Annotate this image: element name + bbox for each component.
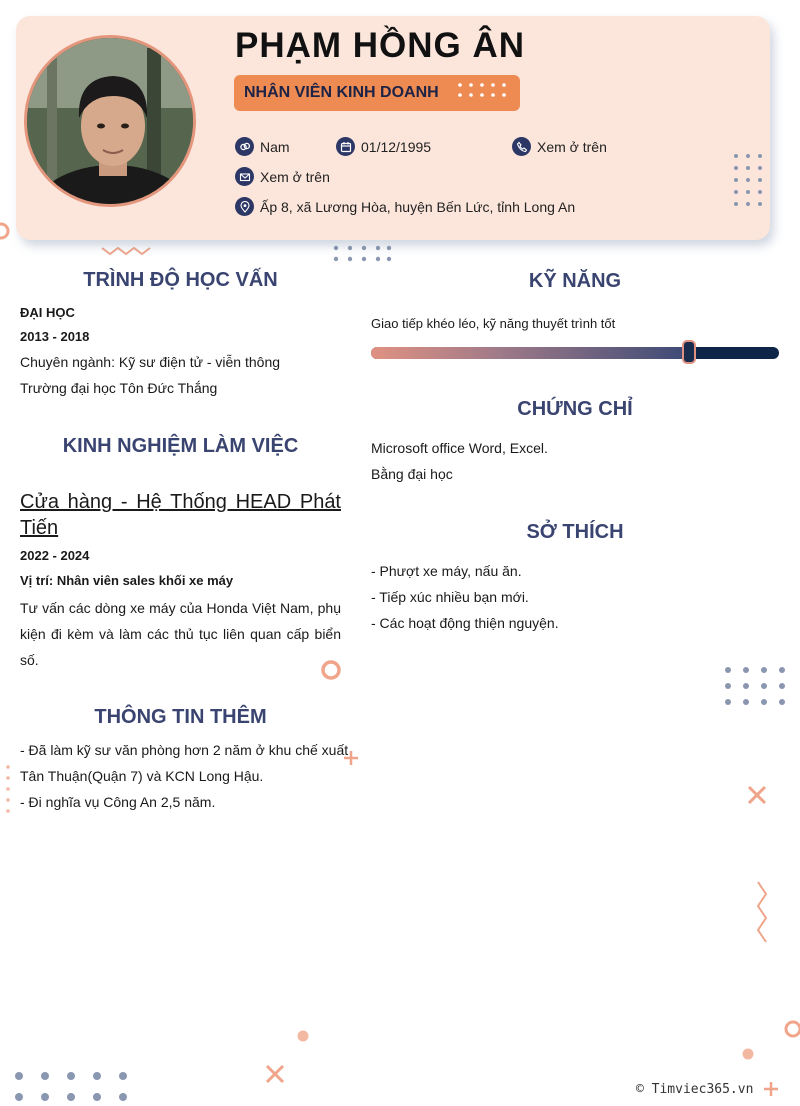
education-major: Chuyên ngành: Kỹ sư điện tử - viễn thông <box>20 354 281 370</box>
education-title: TRÌNH ĐỘ HỌC VẤN <box>83 269 278 291</box>
deco-dot-mid-bottom <box>296 1029 310 1043</box>
phone-info <box>512 137 607 156</box>
hobby-line-2: - Tiếp xúc nhiều bạn mới. <box>371 589 529 605</box>
deco-ring-right-edge <box>782 1018 800 1040</box>
experience-title: KINH NGHIỆM LÀM VIỆC <box>62 435 299 457</box>
certificate-line-1: Microsoft office Word, Excel. <box>371 440 548 456</box>
phone-icon <box>512 137 531 156</box>
profile-photo <box>24 35 196 207</box>
experience-position: Vị trí: Nhân viên sales khối xe máy <box>20 573 234 588</box>
skills-title: KỸ NĂNG <box>528 270 622 292</box>
deco-cross-bottom <box>264 1063 286 1085</box>
candidate-name: PHẠM HỒNG ÂN <box>235 26 526 65</box>
additional-title: THÔNG TIN THÊM <box>94 706 267 728</box>
skill-item: Giao tiếp khéo léo, kỹ năng thuyết trình tốt <box>371 316 616 331</box>
email-icon <box>235 167 254 186</box>
address-value: Ấp 8, xã Lương Hòa, huyện Bến Lức, tỉnh Long An <box>260 198 576 215</box>
address-info <box>235 197 575 216</box>
email-value: Xem ở trên <box>260 168 330 185</box>
skill-level-knob <box>682 340 696 364</box>
deco-dots-bottom-left <box>12 1068 132 1104</box>
deco-dots-right <box>720 662 792 710</box>
certificates-title: CHỨNG CHỈ <box>517 398 633 420</box>
gender-value: Nam <box>260 138 290 155</box>
email-info <box>235 167 330 186</box>
company-name: Cửa hàng - Hệ Thống HEAD Phát Tiến <box>20 491 341 539</box>
hobby-line-1: - Phượt xe máy, nấu ăn. <box>371 563 522 579</box>
deco-plus-bottom <box>762 1080 780 1098</box>
hobbies-title: SỞ THÍCH <box>526 521 624 543</box>
birthday-value: 01/12/1995 <box>361 138 432 155</box>
skill-level-bar <box>371 347 779 359</box>
gender-icon <box>235 137 254 156</box>
calendar-icon <box>336 137 355 156</box>
job-title: NHÂN VIÊN KINH DOANH <box>244 84 439 101</box>
skill-level-fill <box>371 347 689 359</box>
birthday-info <box>336 137 431 156</box>
footer-credit: © Timviec365.vn <box>636 1082 754 1097</box>
deco-dots-left-edge <box>4 762 12 818</box>
deco-zigzag-top <box>100 244 154 256</box>
education-years: 2013 - 2018 <box>20 329 90 344</box>
deco-cross-right <box>746 784 768 806</box>
deco-left-ring <box>0 220 12 242</box>
additional-line-2: Tân Thuận(Quận 7) và KCN Long Hậu. <box>20 768 264 784</box>
gender-info <box>235 137 290 156</box>
experience-description: Tư vấn các dòng xe máy của Honda Việt Nam, phụ kiện đi kèm và làm các thủ tục liên quan cấp biển số. <box>20 600 341 668</box>
pill-dots-decoration <box>456 81 510 105</box>
hobby-line-3: - Các hoạt động thiện nguyện. <box>371 615 559 631</box>
additional-line-3: - Đi nghĩa vụ Công An 2,5 năm. <box>20 794 216 810</box>
deco-zigzag-right <box>754 880 770 950</box>
education-school: Trường đại học Tôn Đức Thắng <box>20 380 218 396</box>
education-level: ĐẠI HỌC <box>20 305 75 320</box>
location-pin-icon <box>235 197 254 216</box>
deco-dots-header <box>732 152 764 208</box>
additional-line-1: - Đã làm kỹ sư văn phòng hơn 2 năm ở khu chế xuất <box>20 742 349 758</box>
job-title-badge <box>234 75 520 111</box>
certificate-line-2: Bằng đại học <box>371 466 453 482</box>
deco-dot-right-bottom <box>741 1047 755 1061</box>
phone-value: Xem ở trên <box>537 138 607 155</box>
experience-years: 2022 - 2024 <box>20 548 90 563</box>
